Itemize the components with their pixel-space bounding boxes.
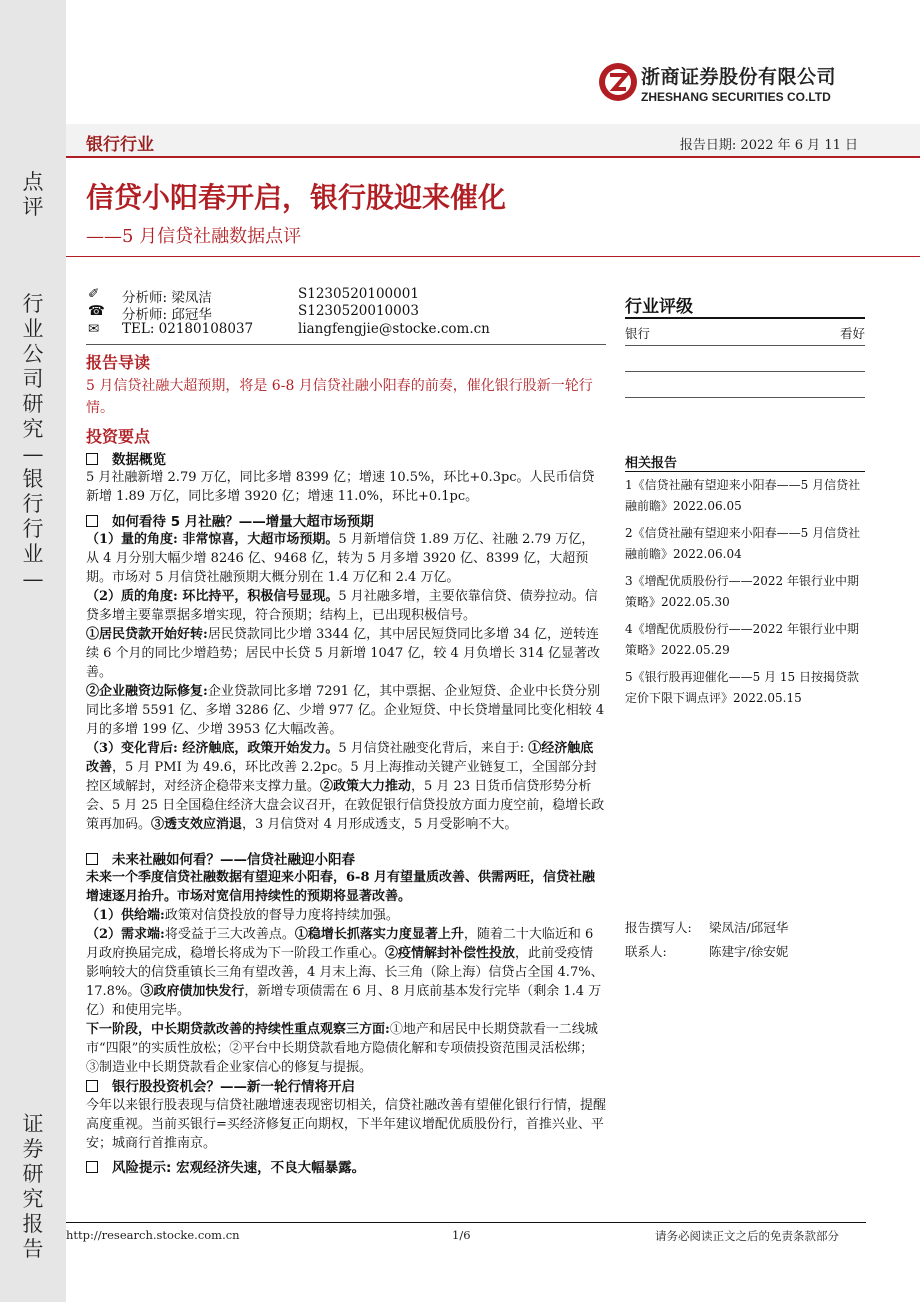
paragraph: 下一阶段，中长期贷款改善的持续性重点观察三方面:①地产和居民中长期贷款看一二线城市“四限”的实质性放松；②平台中长期贷款看地方隐债化解和专项债投资范围灵活松绑；③制造业中长期贷款看企业家信心的修复与提振。	[86, 1022, 598, 1075]
contact-row: 联系人: 陈建宇/徐安妮	[625, 944, 789, 959]
data-overview-text: 5 月社融新增 2.79 万亿，同比多增 8399 亿；增速 10.5%，环比+0.3pc。人民币信贷新增 1.89 万亿，同比多增 3920 亿；增速 11.0%，环比+0.1pc。	[86, 470, 595, 504]
zheshang-logo-icon	[598, 62, 638, 102]
analyst-label: 分析师: 邱冠华	[122, 307, 212, 323]
checkbox-icon	[86, 853, 98, 865]
sidebar-char: 报	[22, 1212, 44, 1236]
related-report-link[interactable]: 5《银行股再迎催化——5 月 15 日按揭贷款定价下限下调点评》2022.05.15	[625, 670, 859, 705]
sidebar-label-comment	[0, 170, 66, 220]
sidebar-char: 券	[22, 1137, 44, 1161]
company-name-en: ZHESHANG SECURITIES CO.LTD	[641, 90, 831, 104]
paragraph: （1）量的角度: 非常惊喜，大超市场预期。5 月新增信贷 1.89 万亿、社融 2.79 万亿，从 4 月分别大幅少增 8246 亿、9468 亿，转为 5 月多增 3920 亿、8399 亿，大超预期。市场对 5 月信贷社融预期大概分别在 1.4 万亿和 2.4 万亿。	[86, 532, 595, 585]
checkbox-icon	[86, 453, 98, 465]
report-title: 信贷小阳春开启，银行股迎来催化	[86, 181, 507, 214]
header-rule	[66, 156, 920, 158]
sidebar-char: 行	[22, 292, 44, 316]
rating-row	[625, 324, 865, 342]
sidebar-char: 告	[22, 1237, 44, 1261]
sidebar-char: —	[22, 442, 44, 466]
title-rule	[66, 256, 920, 257]
analyst-row	[88, 303, 419, 323]
footer-rule	[66, 1222, 866, 1223]
analyst-row	[88, 286, 419, 306]
sidebar-label-report	[0, 1112, 66, 1262]
sidebar-char: 研	[22, 392, 44, 416]
s4-text: 今年以来银行股表现与信贷社融增速表现密切相关，信贷社融改善有望催化银行行情，提醒高度重视。当前买银行=买经济修复正向期权，下半年建议增配优质股份行，首推兴业、平安；城商行首推南京。	[86, 1098, 607, 1151]
section-heading: 未来社融如何看？——信贷社融迎小阳春	[86, 848, 355, 868]
sector-label: 银行行业	[86, 135, 154, 155]
email-link[interactable]: liangfengjie@stocke.com.cn	[298, 321, 490, 337]
sidebar-char: —	[22, 567, 44, 591]
invest-heading: 投资要点	[86, 427, 151, 446]
section-heading: 风险提示: 宏观经济失速，不良大幅暴露。	[86, 1156, 365, 1176]
sidebar-char: 究	[22, 1187, 44, 1211]
checkbox-icon	[86, 515, 98, 527]
sidebar-char: 公	[22, 342, 44, 366]
divider	[86, 344, 606, 345]
rating-sector: 银行	[625, 326, 651, 341]
sidebar-char: 司	[22, 367, 44, 391]
divider	[625, 397, 865, 398]
sidebar-char: 证	[22, 1112, 44, 1136]
paragraph: ①居民贷款开始好转:居民贷款同比少增 3344 亿，其中居民短贷同比多增 34 亿，逆转连续 6 个月的同比少增趋势；居民中长贷 5 月新增 1047 亿，较 4 月负增长 314 亿显著改善。	[86, 627, 601, 680]
sidebar-label-research-type	[0, 292, 66, 592]
related-report-link[interactable]: 1《信贷社融有望迎来小阳春——5 月信贷社融前瞻》2022.06.05	[625, 478, 861, 513]
paragraph: ②企业融资边际修复:企业贷款同比多增 7291 亿，其中票据、企业短贷、企业中长贷分别同比多增 5591 亿、多增 3286 亿、少增 977 亿。企业短贷、中长贷增量同比变化相较 4 月的多增 199 亿、少增 3953 亿大幅改善。	[86, 684, 605, 737]
rating-value: 看好	[839, 326, 865, 341]
rating-title: 行业评级	[625, 297, 693, 317]
checkbox-icon	[86, 1161, 98, 1173]
related-report-link[interactable]: 2《信贷社融有望迎来小阳春——5 月信贷社融前瞻》2022.06.04	[625, 526, 861, 561]
divider	[625, 371, 865, 372]
phone-icon: ☎	[88, 303, 105, 319]
paragraph: （2）质的角度: 环比持平，积极信号显现。5 月社融多增，主要依靠信贷、债券拉动。信贷多增主要靠票据多增实现，符合预期；结构上，已出现积极信号。	[86, 589, 598, 623]
footer-url[interactable]: http://research.stocke.com.cn	[66, 1228, 240, 1242]
paragraph: （1）供给端:政策对信贷投放的督导力度将持续加强。	[86, 908, 399, 923]
paragraph: （2）需求端:将受益于三大改善点。①稳增长抓落实力度显著上升，随着二十大临近和 6 月政府换届完成，稳增长将成为下一阶段工作重心。②疫情解封补偿性投放，此前受疫情影响较大的信贷重镇长三角有望改善，4 月末上海、长三角（除上海）信贷占全国 4.7%、17.8%。③政府债加快发行，新增专项债需在 6 月、8 月底前基本发行完毕（剩余 1.4 万亿）和使用完毕。	[86, 927, 604, 1018]
divider	[625, 317, 865, 319]
divider	[625, 471, 865, 472]
sidebar-char: 银	[22, 467, 44, 491]
report-subtitle: ——5 月信贷社融数据点评	[86, 226, 302, 247]
company-name-cn: 浙商证券股份有限公司	[641, 66, 837, 88]
author-row: 报告撰写人: 梁凤洁/邱冠华	[625, 920, 789, 935]
divider	[625, 345, 865, 346]
checkbox-icon	[86, 1080, 98, 1092]
analyst-cert: S1230520010003	[298, 303, 419, 319]
tel-label: TEL: 02180108037	[122, 321, 254, 337]
pen-icon: ✐	[88, 286, 100, 302]
guide-text: 5 月信贷社融大超预期，将是 6-8 月信贷社融小阳春的前奏，催化银行股新一轮行情。	[86, 378, 593, 416]
related-report-link[interactable]: 3《增配优质股份行——2022 年银行业中期策略》2022.05.30	[625, 574, 859, 609]
section-heading: 银行股投资机会？——新一轮行情将开启	[86, 1075, 355, 1095]
sidebar-char: 点	[22, 170, 44, 194]
s2-paragraphs	[86, 530, 606, 834]
analyst-label: 分析师: 梁凤洁	[122, 290, 212, 306]
paragraph: 未来一个季度信贷社融数据有望迎来小阳春，6-8 月有望量质改善、供需两旺，信贷社融增速逐月抬升。市场对宽信用持续性的预期将显著改善。	[86, 870, 596, 904]
sidebar-char: 研	[22, 1162, 44, 1186]
sidebar-char: 行	[22, 517, 44, 541]
footer-disclaimer: 请务必阅读正文之后的免责条款部分	[655, 1229, 839, 1243]
guide-heading: 报告导读	[86, 353, 151, 372]
paragraph: （3）变化背后: 经济触底，政策开始发力。5 月信贷社融变化背后，来自于: ①经济触底改善，5 月 PMI 为 49.6，环比改善 2.2pc。5 月上海推动关键产业链复工，全国部分封控区域解封，对经济企稳带来支撑力量。②政策大力推动，5 月 23 日货币信贷形势分析会、5 月 25 日全国稳住经济大盘会议召开，在敦促银行信贷投放方面力度空前，稳增长政策再加码。③透支效应消退，3 月信贷对 4 月形成透支，5 月受影响不大。	[86, 741, 605, 832]
sidebar-char: 业	[22, 542, 44, 566]
related-title: 相关报告	[625, 456, 678, 471]
section-heading: 数据概览	[86, 448, 166, 468]
sidebar-char: 评	[22, 195, 44, 219]
mail-icon: ✉	[88, 321, 100, 337]
report-date: 报告日期: 2022 年 6 月 11 日	[679, 138, 858, 153]
section-heading: 如何看待 5 月社融？——增量大超市场预期	[86, 510, 374, 530]
related-report-link[interactable]: 4《增配优质股份行——2022 年银行业中期策略》2022.05.29	[625, 622, 859, 657]
sidebar-char: 业	[22, 317, 44, 341]
sidebar-char: 究	[22, 417, 44, 441]
analyst-cert: S1230520100001	[298, 286, 419, 302]
s3-paragraphs	[86, 868, 606, 1077]
contact-row	[88, 321, 490, 337]
page-number: 1/6	[452, 1228, 471, 1242]
sidebar-char: 行	[22, 492, 44, 516]
